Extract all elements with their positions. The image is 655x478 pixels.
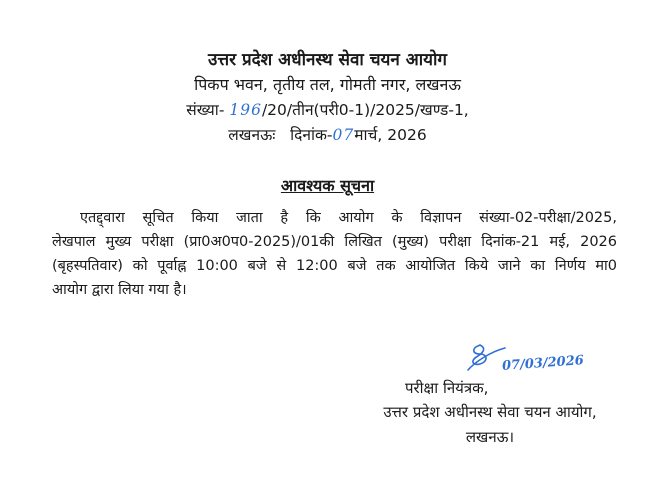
issue-date xyxy=(0,125,655,145)
signatory-organization: उत्तर प्रदेश अधीनस्थ सेवा चयन आयोग, xyxy=(383,403,597,421)
notice-body xyxy=(52,206,617,302)
signatory-designation: परीक्षा नियंत्रक, xyxy=(405,379,489,397)
signature-date: 07/03/2026 xyxy=(501,353,585,374)
org-title: उत्तर प्रदेश अधीनस्थ सेवा चयन आयोग xyxy=(208,50,447,70)
notice-line: लेखपाल मुख्य परीक्षा (प्रा0अ0प0-2025)/01की लिखित (मुख्य) परीक्षा दिनांक-21 मई, 2026 xyxy=(52,234,617,250)
handwritten-date-day: 07 xyxy=(332,126,355,144)
handwritten-reference-number: 196 xyxy=(229,101,262,119)
notice-line: एतद्द्वारा सूचित किया जाता है कि आयोग के विज्ञापन संख्या-02-परीक्षा/2025, xyxy=(80,210,617,226)
reference-number xyxy=(0,100,655,120)
signatory-city: लखनऊ। xyxy=(465,428,515,446)
date-suffix: मार्च, 2026 xyxy=(354,126,427,144)
notice-line: आयोग द्वारा लिया गया है। xyxy=(52,282,187,298)
reference-prefix: संख्या- xyxy=(186,101,230,119)
reference-suffix: /20/तीन(परी0-1)/2025/खण्ड-1, xyxy=(261,101,469,119)
notice-line: (बृहस्पतिवार) को पूर्वाह्न 10:00 बजे से 12:00 बजे तक आयोजित किये जाने का निर्णय मा0 xyxy=(52,258,617,274)
signature xyxy=(450,340,585,380)
org-address: पिकप भवन, तृतीय तल, गोमती नगर, लखनऊ xyxy=(194,75,461,94)
date-prefix: लखनऊः दिनांक- xyxy=(228,126,333,144)
notice-heading: आवश्यक सूचना xyxy=(280,176,375,195)
